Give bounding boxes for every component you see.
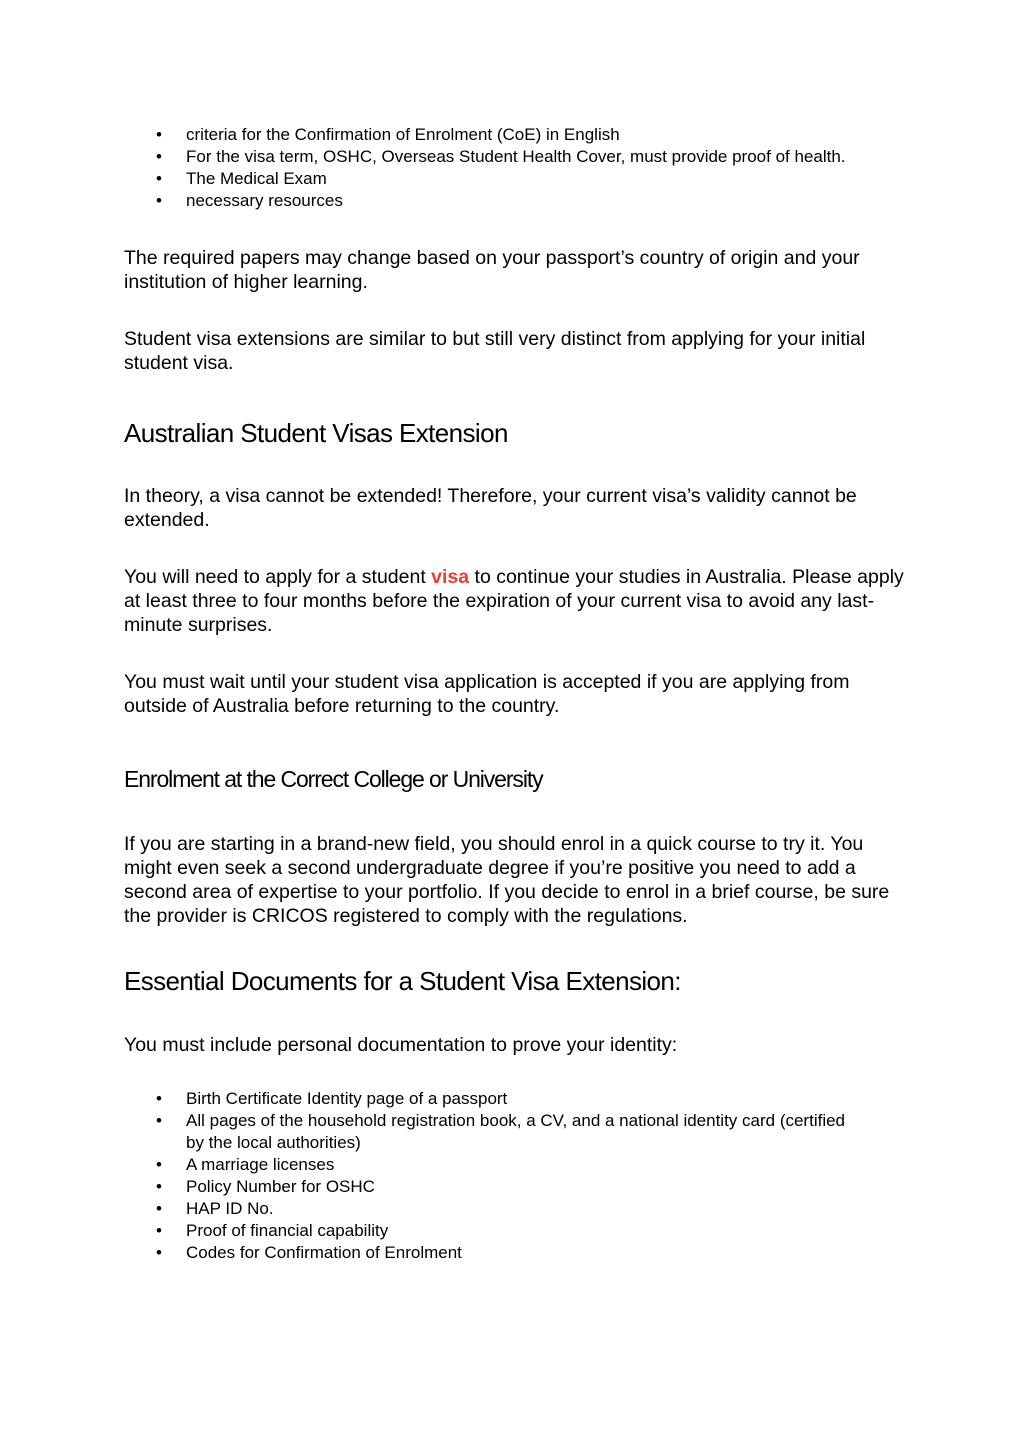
bullet-icon: •	[156, 1177, 162, 1196]
list-item: • HAP ID No.	[156, 1199, 274, 1218]
paragraph-extensions: Student visa extensions are similar to but still very distinct from applying for your initial student visa.	[124, 328, 866, 374]
list-item: • The Medical Exam	[156, 169, 327, 188]
paragraph-required-papers: The required papers may change based on your passport’s country of origin and your institution of higher learning.	[124, 247, 860, 293]
list-item: • A marriage licenses	[156, 1155, 335, 1174]
list-item: • For the visa term, OSHC, Overseas Student Health Cover, must provide proof of health.	[156, 147, 846, 166]
paragraph-wait: You must wait until your student visa application is accepted if you are applying from outside of Australia before returning to the country.	[124, 671, 850, 717]
intro-bullet-list	[124, 124, 914, 212]
paragraph-identity: You must include personal documentation to prove your identity:	[124, 1034, 678, 1056]
bullet-icon: •	[156, 1155, 162, 1174]
heading-essential-documents: Essential Documents for a Student Visa Extension:	[124, 966, 681, 996]
list-item: • All pages of the household registration book, a CV, and a national identity card (certified by the local authorities)	[156, 1111, 846, 1152]
paragraph-theory: In theory, a visa cannot be extended! Therefore, your current visa’s validity cannot be extended.	[124, 485, 857, 531]
paragraph-brand-new-field: If you are starting in a brand-new field, you should enrol in a quick course to try it. You might even seek a second undergraduate degree if you’re positive you need to add a second area of expertise to your portfolio. If you decide to enrol in a brief course, be sure the provider is CRICOS registered to comply with the regulations.	[124, 833, 890, 927]
page-content	[124, 124, 914, 1264]
paragraph-apply: You will need to apply for a student visa to continue your studies in Australia. Please apply at least three to four months before the expiration of your current visa to avoid any last-minute surprises.	[124, 566, 904, 636]
heading-visa-extension: Australian Student Visas Extension	[124, 418, 508, 448]
bullet-icon: •	[156, 125, 162, 144]
bullet-icon: •	[156, 1243, 162, 1262]
list-item: • Proof of financial capability	[156, 1221, 389, 1240]
bullet-icon: •	[156, 1221, 162, 1240]
list-item: • Birth Certificate Identity page of a passport	[156, 1089, 508, 1108]
bullet-icon: •	[156, 1089, 162, 1108]
list-item: • necessary resources	[156, 191, 343, 210]
bullet-icon: •	[156, 169, 162, 188]
heading-enrolment: Enrolment at the Correct College or University	[124, 766, 543, 792]
documents-bullet-list	[124, 1088, 914, 1264]
list-item: • Codes for Confirmation of Enrolment	[156, 1243, 462, 1262]
bullet-icon: •	[156, 1199, 162, 1218]
bullet-icon: •	[156, 191, 162, 210]
list-item: • criteria for the Confirmation of Enrolment (CoE) in English	[156, 125, 620, 144]
bullet-icon: •	[156, 147, 162, 166]
visa-link[interactable]: visa	[431, 566, 470, 588]
list-item: • Policy Number for OSHC	[156, 1177, 375, 1196]
bullet-icon: •	[156, 1111, 162, 1130]
